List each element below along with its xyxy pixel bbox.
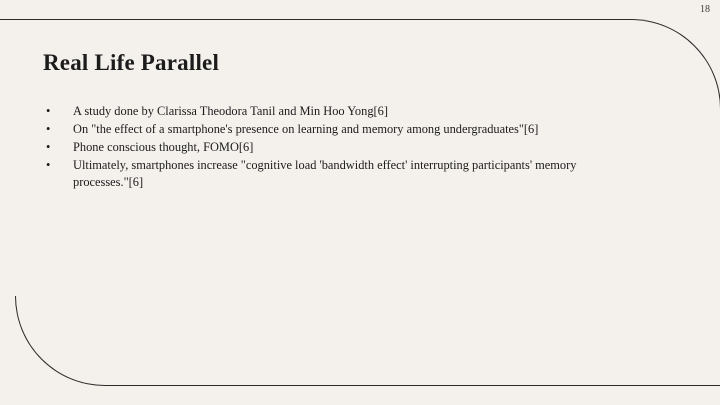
top-rule-line [0,19,632,20]
top-right-curve-decoration [631,19,720,109]
bullet-marker-icon: • [46,104,51,118]
bottom-left-curve-decoration [15,296,105,386]
list-item [43,103,603,120]
page-number: 18 [700,4,710,15]
list-item-text: On "the effect of a smartphone's presence on learning and memory among undergraduates"[6] [73,122,539,136]
bullet-marker-icon: • [46,158,51,172]
bullet-list [43,103,603,192]
list-item-text: Ultimately, smartphones increase "cognitive load 'bandwidth effect' interrupting participants' memory processes."[6] [73,158,577,189]
page-title: Real Life Parallel [43,50,220,75]
list-item [43,121,603,138]
list-item [43,139,603,156]
list-item-text: Phone conscious thought, FOMO[6] [73,140,254,154]
bullet-marker-icon: • [46,140,51,154]
bottom-rule-line [105,385,720,386]
list-item-text: A study done by Clarissa Theodora Tanil and Min Hoo Yong[6] [73,104,388,118]
bullet-marker-icon: • [46,122,51,136]
list-item [43,157,603,191]
